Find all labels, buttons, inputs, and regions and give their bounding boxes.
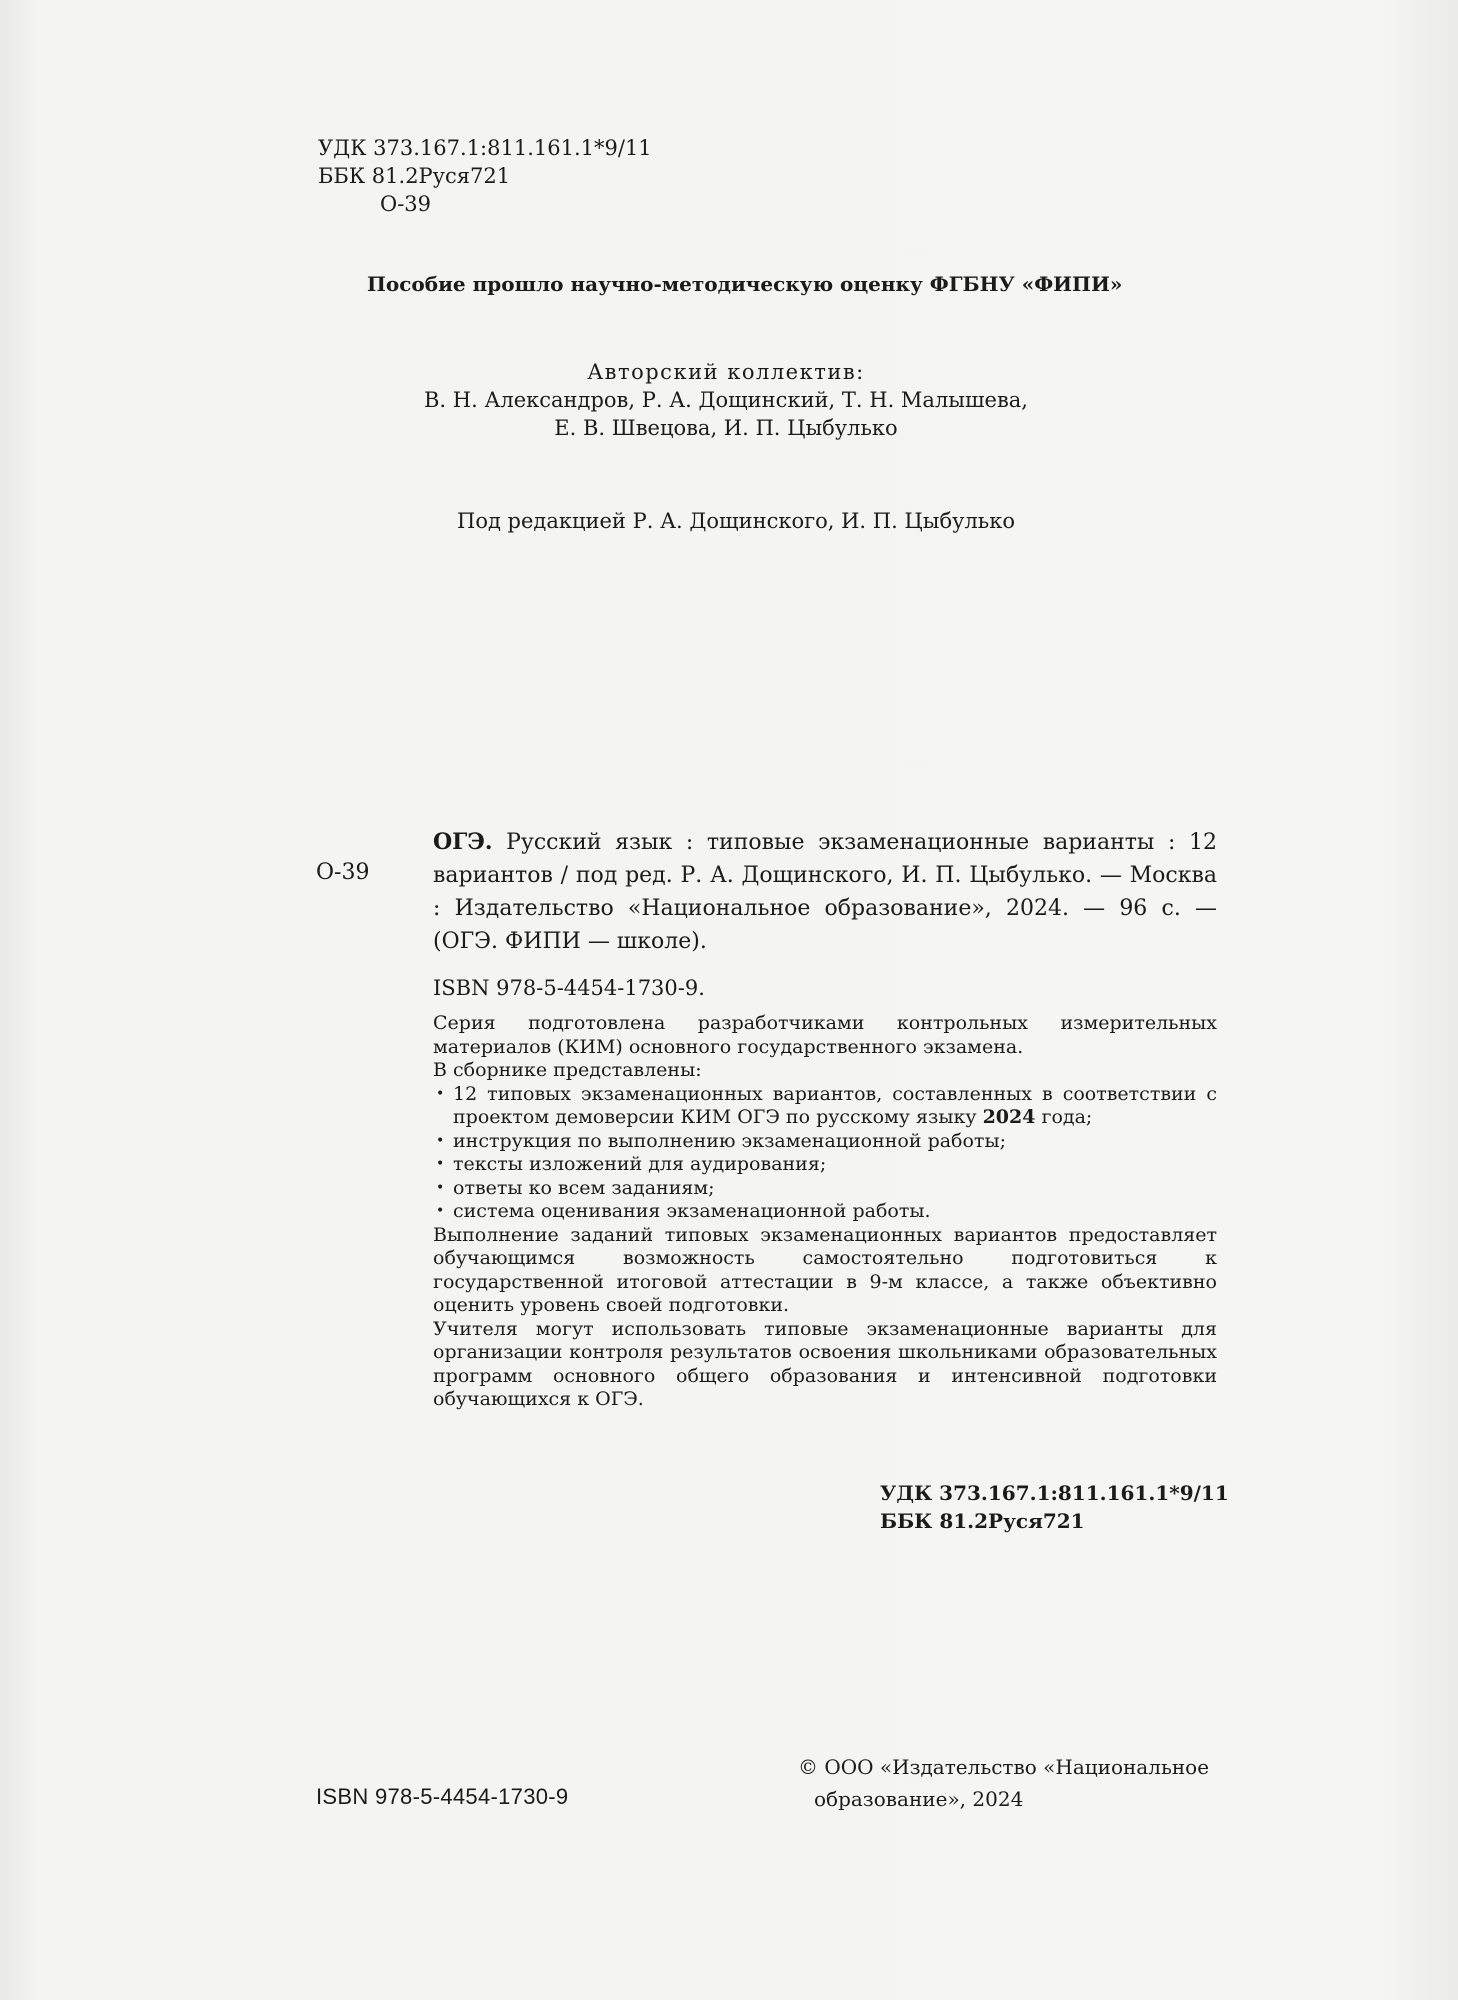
list-item: • ответы ко всем заданиям; [433,1177,1217,1201]
authors-line-2: Е. В. Швецова, И. П. Цыбулько [554,416,898,440]
fipi-review-note: Пособие прошло научно-методическую оценку ФГБНУ «ФИПИ» [367,272,1123,296]
catalog-title: ОГЭ. [433,829,493,855]
author-code: О-39 [380,192,432,216]
catalog-record [433,826,1217,958]
contents-list [433,1083,1217,1224]
list-item-year: 2024 [982,1106,1036,1128]
list-item: • инструкция по выполнению экзаменационной работы; [433,1130,1217,1154]
authors-block [300,358,1152,442]
copyright-line-2: образование», 2024 [814,1787,1024,1811]
catalog-author-code: О-39 [316,860,370,885]
udk-code-bottom: УДК 373.167.1:811.161.1*9/11 [880,1481,1229,1505]
annotation [433,1012,1217,1412]
list-item-tail: года; [1041,1106,1093,1128]
bbk-code-bottom: ББК 81.2Руся721 [880,1509,1085,1533]
catalog-description: Русский язык : типовые экзаменационные варианты : 12 вариантов / под ред. Р. А. Дощинского, И. П. Цыбулько. — Москва : Издательство «Национальное образование», 2024. — 96 с. — (ОГЭ. ФИПИ — школе). [433,830,1217,954]
authors-line-1: В. Н. Александров, Р. А. Дощинский, Т. Н. Малышева, [424,388,1028,412]
classification-block-top [318,134,652,218]
catalog-isbn: ISBN 978-5-4454-1730-9. [433,976,705,1000]
udk-code: УДК 373.167.1:811.161.1*9/11 [318,136,652,160]
copyright-line-1: © ООО «Издательство «Национальное [798,1755,1210,1779]
bbk-code: ББК 81.2Руся721 [318,164,511,188]
list-item: • тексты изложений для аудирования; [433,1153,1217,1177]
copyright-block [798,1751,1209,1815]
contents-heading: В сборнике представлены: [433,1059,702,1081]
list-item: • система оценивания экзаменационной работы. [433,1200,1217,1224]
annotation-paragraph-2: Выполнение заданий типовых экзаменационных вариантов предоставляет обучающимся возможность самостоятельно подготовиться к государственной итоговой аттестации в 9-м классе, а также объективно оценить уровень своей подготовки. [433,1223,1217,1316]
classification-block-bottom [880,1479,1229,1535]
editors-line: Под редакцией Р. А. Дощинского, И. П. Цыбулько [457,509,1015,533]
annotation-paragraph-3: Учителя могут использовать типовые экзаменационные варианты для организации контроля результатов освоения школьниками образовательных программ основного общего образования и интенсивной подготовки обучающихся к ОГЭ. [433,1317,1217,1410]
list-item-text: 12 типовых экзаменационных вариантов, составленных в соответствии с проектом демоверсии КИМ ОГЭ по русскому языку [453,1082,1217,1128]
annotation-intro: Серия подготовлена разработчиками контрольных измерительных материалов (КИМ) основного государственного экзамена. [433,1012,1217,1058]
authors-heading: Авторский коллектив: [587,360,865,384]
isbn-bottom: ISBN 978-5-4454-1730-9 [316,1784,569,1809]
list-item [433,1083,1217,1130]
